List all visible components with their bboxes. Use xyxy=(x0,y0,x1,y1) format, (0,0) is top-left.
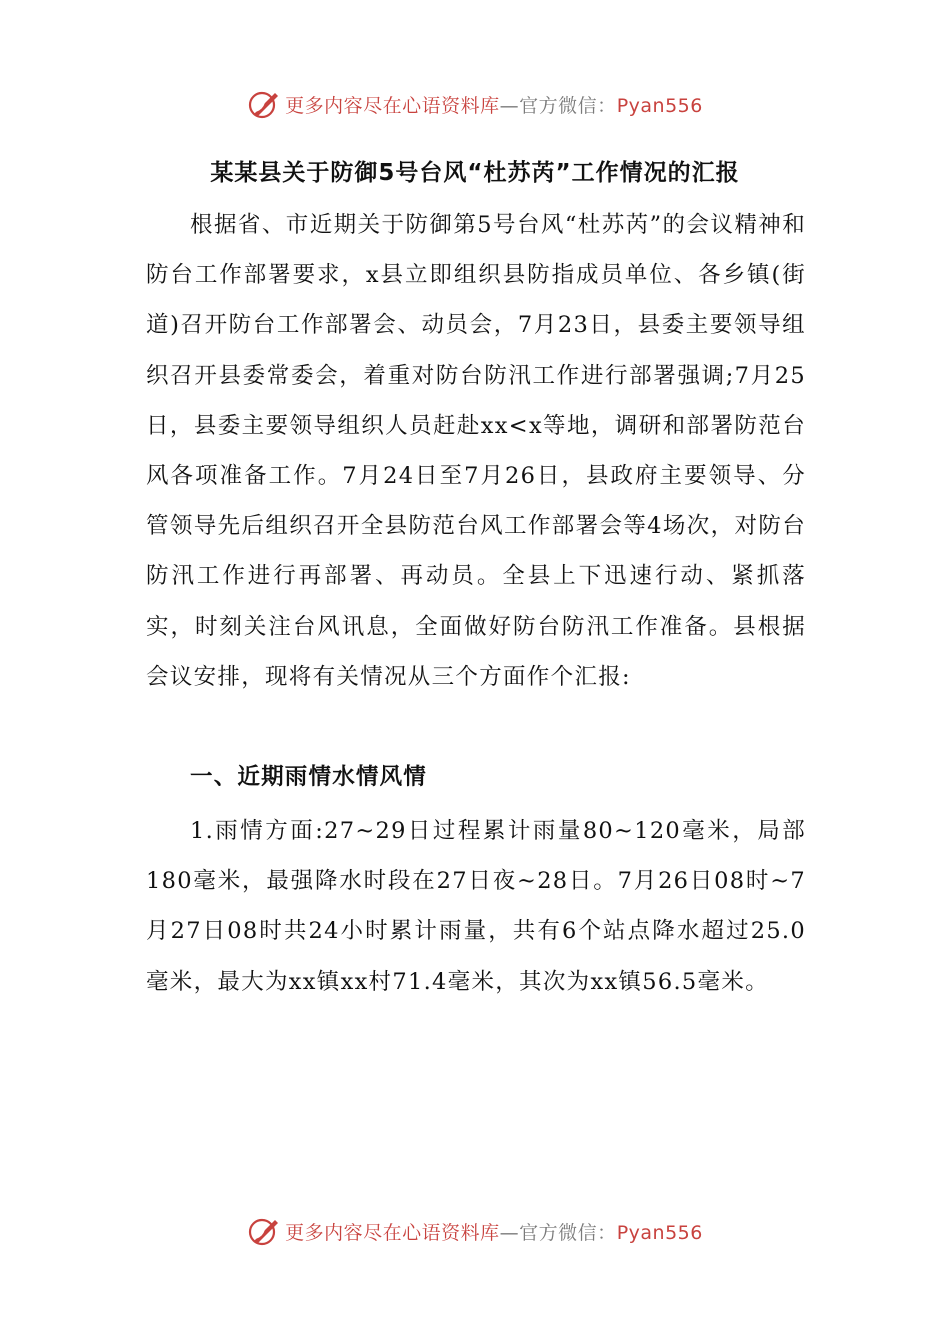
banner-text-part2: —官方微信： xyxy=(499,94,617,117)
banner-wechat-id: Pyan556 xyxy=(616,1221,703,1244)
paragraph-2: 1.雨情方面:27~29日过程累计雨量80~120毫米，局部180毫米，最强降水时段在27日夜~28日。7月26日08时~7月27日08时共24小时累计雨量，共有6个站点降水超过25.0毫米，最大为xx镇xx村71.4毫米，其次为xx镇56.5毫米。 xyxy=(146,818,806,995)
banner-wechat-id: Pyan556 xyxy=(616,94,703,117)
pen-circle-logo-icon xyxy=(247,1214,281,1248)
paragraph-2-block xyxy=(146,806,806,1007)
banner-text-part2: —官方微信： xyxy=(499,1221,617,1244)
section-heading-1: 一、近期雨情水情风情 xyxy=(190,764,428,790)
footer-banner xyxy=(0,1211,950,1251)
paragraph-1: 根据省、市近期关于防御第5号台风“杜苏芮”的会议精神和防台工作部署要求，x县立即组织县防指成员单位、各乡镇(街道)召开防台工作部署会、动员会，7月23日，县委主要领导组织召开县委常委会，着重对防台防汛工作进行部署强调;7月25日，县委主要领导组织人员赶赴xx<x等地，调研和部署防范台风各项准备工作。7月24日至7月26日，县政府主要领导、分管领导先后组织召开全县防范台风工作部署会等4场次，对防台防汛工作进行再部署、再动员。全县上下迅速行动、紧抓落实，时刻关注台风讯息，全面做好防台防汛工作准备。县根据会议安排，现将有关情况从三个方面作个汇报: xyxy=(146,212,806,690)
banner-text xyxy=(285,1218,703,1245)
banner-text xyxy=(285,91,703,118)
document-title: 某某县关于防御5号台风“杜苏芮”工作情况的汇报 xyxy=(210,160,740,186)
banner-text-part1: 更多内容尽在心语资料库 xyxy=(285,94,500,117)
paragraph-1-block xyxy=(146,200,806,702)
pen-circle-logo-icon xyxy=(247,87,281,121)
header-banner xyxy=(0,84,950,124)
banner-text-part1: 更多内容尽在心语资料库 xyxy=(285,1221,500,1244)
